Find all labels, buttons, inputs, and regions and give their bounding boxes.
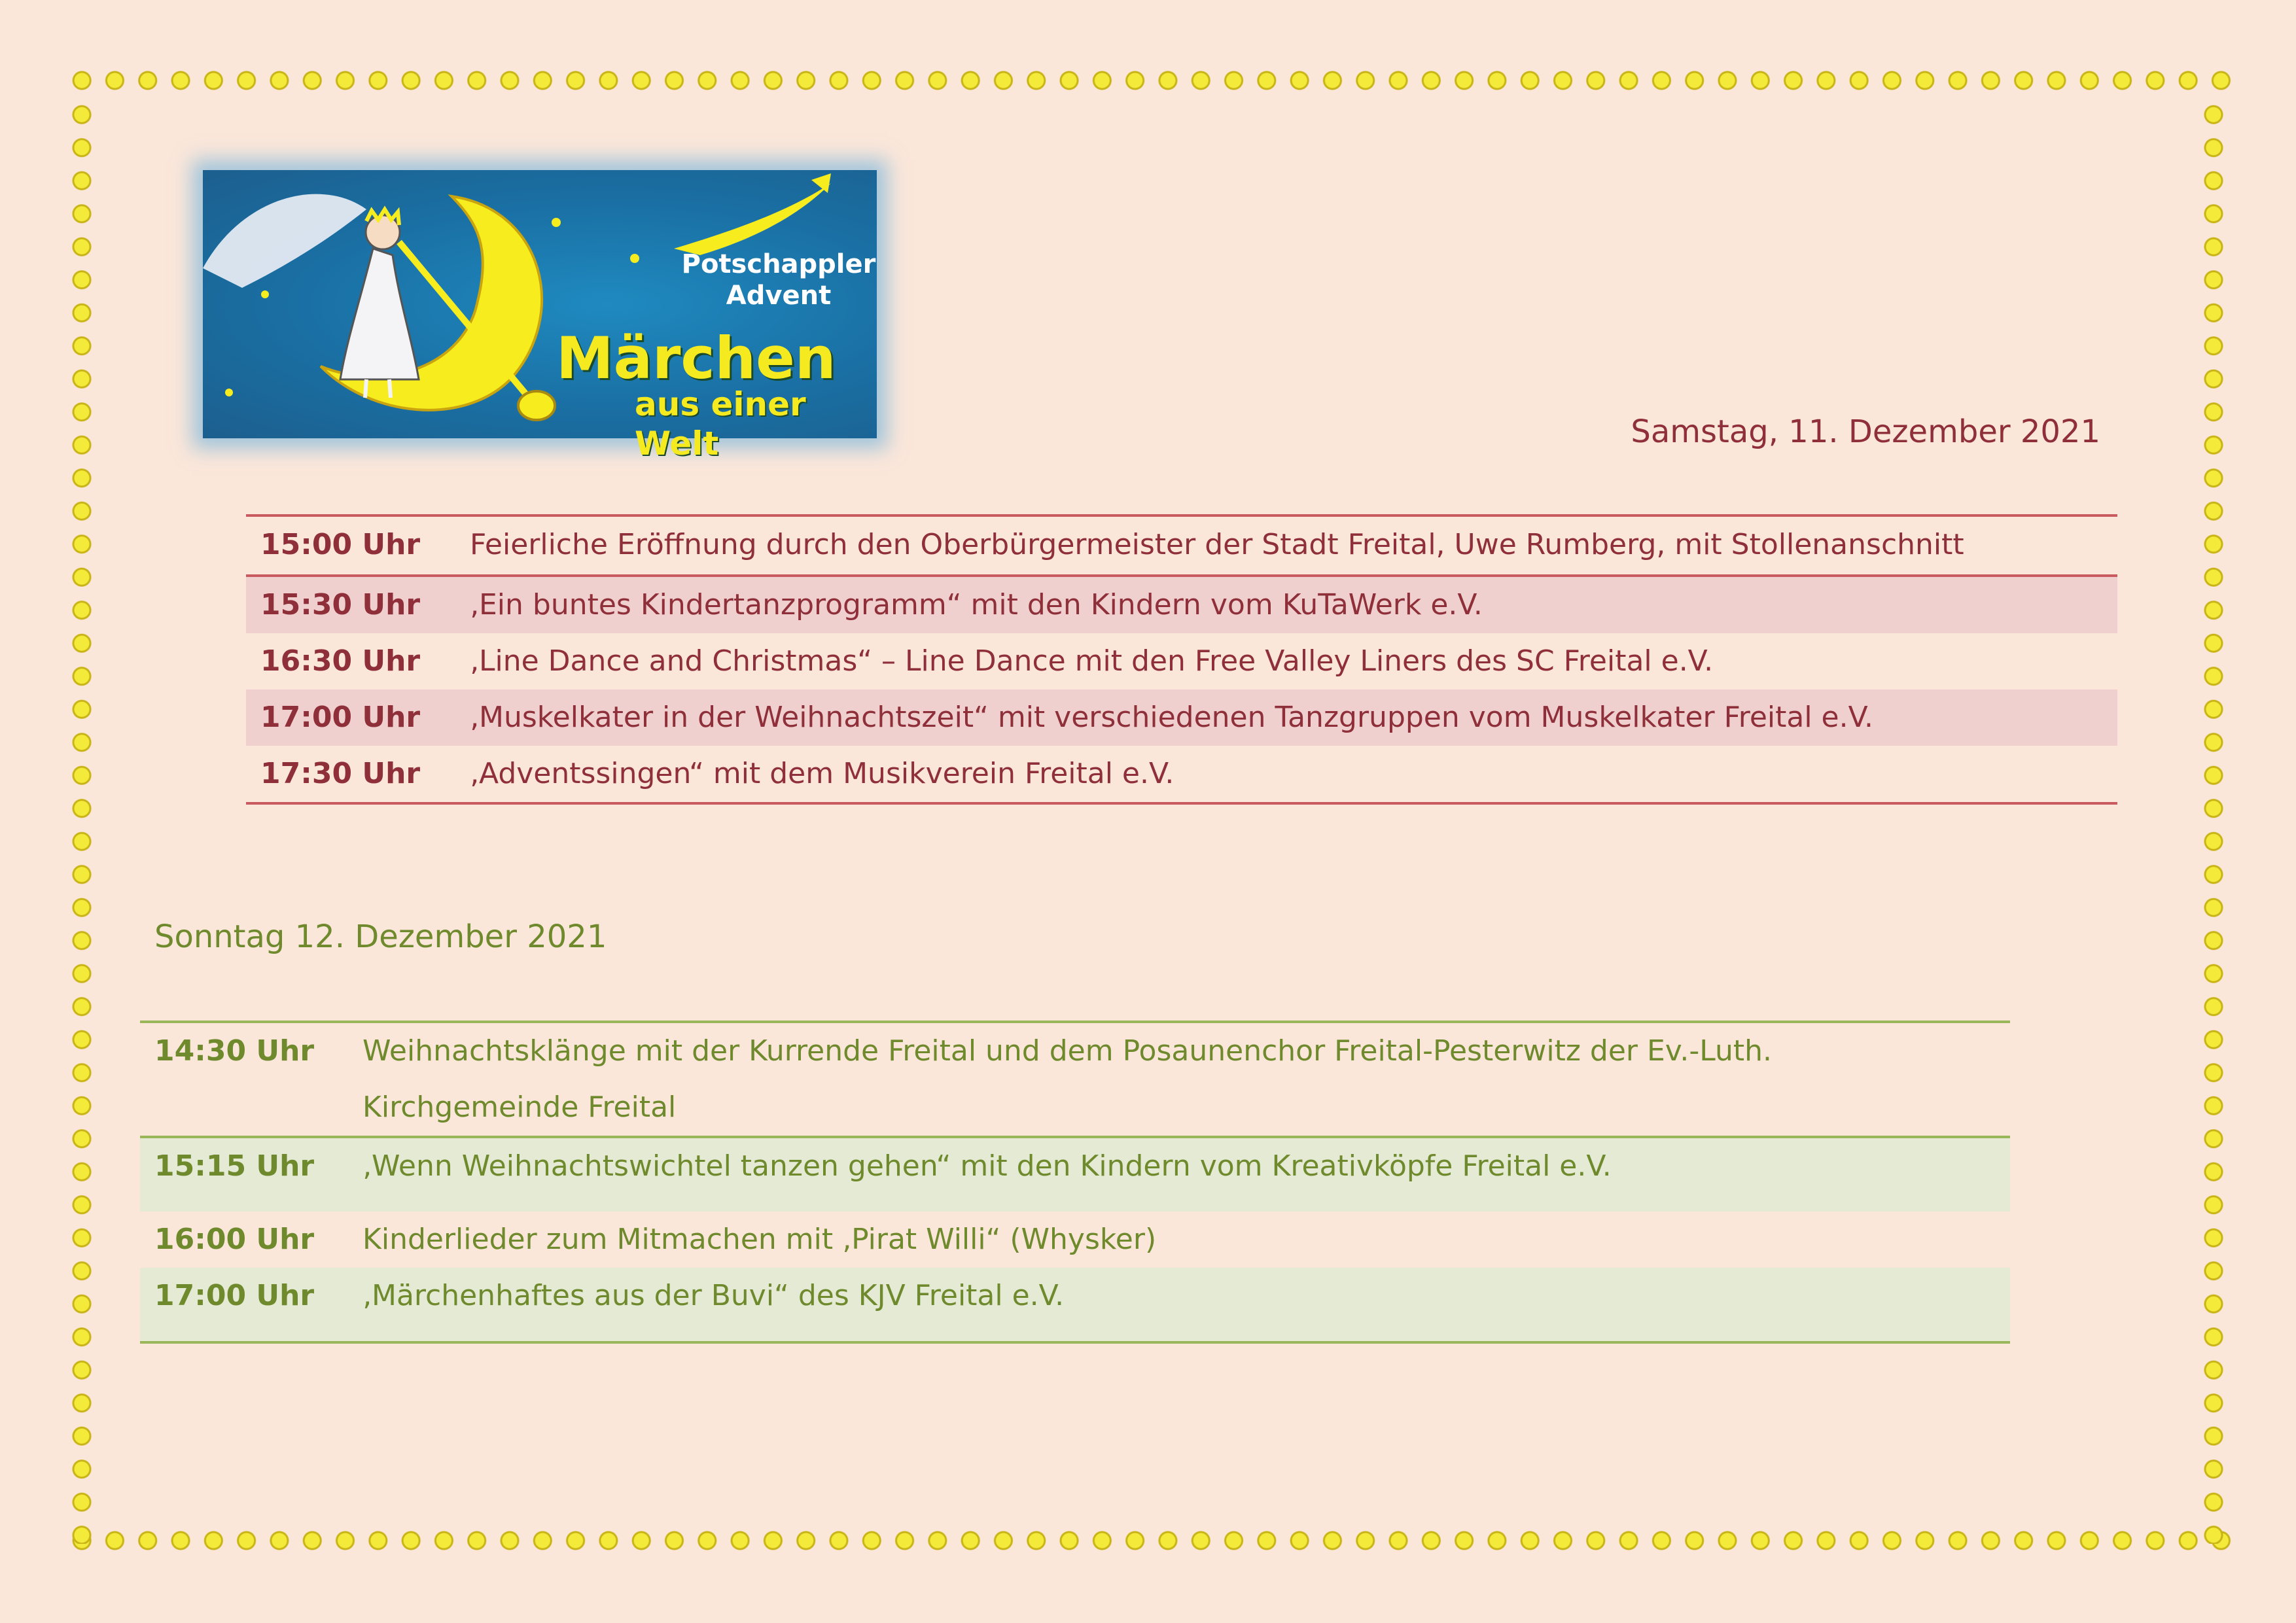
logo-subtitle: aus einer Welt: [635, 385, 806, 462]
event-description: ‚Muskelkater in der Weihnachtszeit“ mit verschiedenen Tanzgruppen vom Muskelkater Freital e.V.: [470, 701, 1874, 734]
event-description: ‚Märchenhaftes aus der Buvi“ des KJV Freital e.V.: [362, 1279, 1065, 1312]
logo-line-1: [680, 249, 877, 311]
event-time: 15:30 Uhr: [260, 588, 421, 621]
saturday-date-heading: Samstag, 11. Dezember 2021: [1631, 413, 2100, 450]
event-description: ‚Ein buntes Kindertanzprogramm“ mit den Kindern vom KuTaWerk e.V.: [470, 588, 1483, 621]
event-description: Kinderlieder zum Mitmachen mit ‚Pirat Willi“ (Whysker): [362, 1223, 1157, 1256]
schedule-row: [140, 1023, 2010, 1138]
schedule-row: [246, 577, 2117, 633]
event-description-line-1: Weihnachtsklänge mit der Kurrende Freital und dem Posaunenchor Freital-Pesterwitz der Ev.-Luth.: [362, 1034, 1773, 1068]
event-description: ‚Wenn Weihnachtswichtel tanzen gehen“ mit den Kindern vom Kreativköpfe Freital e.V.: [362, 1149, 1612, 1183]
event-time: 15:15 Uhr: [154, 1149, 315, 1183]
sunday-date-heading: Sonntag 12. Dezember 2021: [154, 918, 607, 955]
star-border-right: [2197, 98, 2230, 1544]
advent-logo: [203, 170, 877, 462]
event-description-line-2: Kirchgemeinde Freital: [362, 1091, 677, 1124]
schedule-row: [246, 689, 2117, 746]
event-description: [362, 1023, 2010, 1136]
event-time: 17:30 Uhr: [260, 757, 421, 790]
logo-line-advent: Advent: [726, 281, 832, 311]
event-description: ‚Adventssingen“ mit dem Musikverein Freital e.V.: [470, 757, 1174, 790]
star-border-top: [65, 64, 2238, 97]
schedule-row: [140, 1268, 2010, 1341]
schedule-row: [140, 1212, 2010, 1268]
event-description: ‚Line Dance and Christmas“ – Line Dance mit den Free Valley Liners des SC Freital e.V.: [470, 644, 1714, 678]
star-border-left: [65, 98, 98, 1544]
logo-title: Märchen: [556, 324, 836, 392]
event-time: 17:00 Uhr: [260, 701, 421, 734]
event-time: 14:30 Uhr: [154, 1034, 315, 1068]
logo-line-potschappler: Potschappler: [681, 249, 876, 279]
schedule-row: [246, 746, 2117, 802]
schedule-row: [246, 517, 2117, 577]
schedule-row: [140, 1138, 2010, 1212]
saturday-schedule-table: [246, 514, 2117, 805]
event-time: 15:00 Uhr: [260, 528, 421, 561]
sunday-schedule-table: [140, 1021, 2010, 1344]
star-border-bottom: [65, 1524, 2238, 1557]
event-description: Feierliche Eröffnung durch den Oberbürgermeister der Stadt Freital, Uwe Rumberg, mit Stollenanschnitt: [470, 528, 1964, 561]
event-time: 16:00 Uhr: [154, 1223, 315, 1256]
event-time: 17:00 Uhr: [154, 1279, 315, 1312]
schedule-row: [246, 633, 2117, 689]
event-time: 16:30 Uhr: [260, 644, 421, 678]
